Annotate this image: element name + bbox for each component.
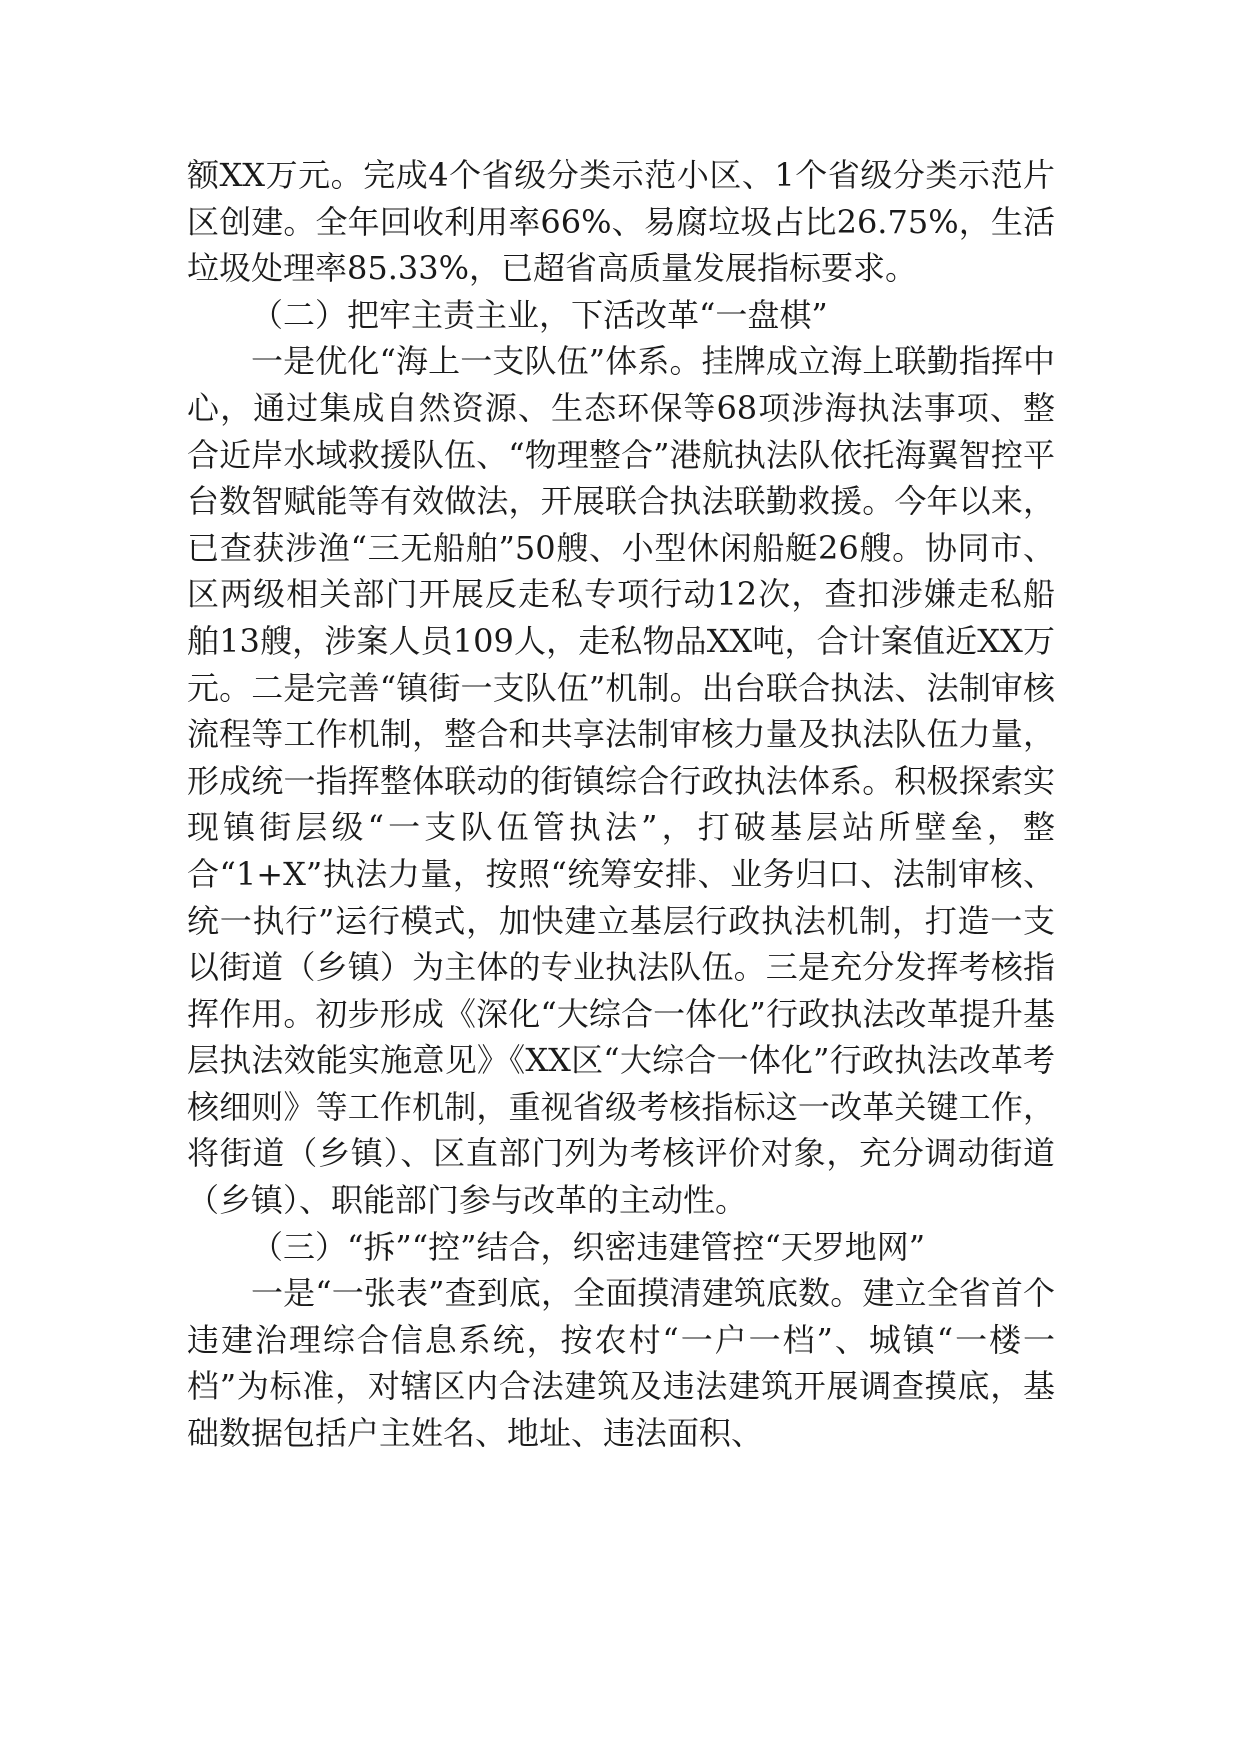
paragraph-enforcement-reform: 一是优化“海上一支队伍”体系。挂牌成立海上联勤指挥中心，通过集成自然资源、生态环保等68项涉海执法事项、整合近岸水域救援队伍、“物理整合”港航执法队依托海翼智控平台数智赋能等有效做法，开展联合执法联勤救援。今年以来，已查获涉渔“三无船舶”50艘、小型休闲船艇26艘。协同市、区两级相关部门开展反走私专项行动12次，查扣涉嫌走私船舶13艘，涉案人员109人，走私物品XX吨，合计案值近XX万元。二是完善“镇街一支队伍”机制。出台联合执法、法制审核流程等工作机制，整合和共享法制审核力量及执法队伍力量，形成统一指挥整体联动的街镇综合行政执法体系。积极探索实现镇街层级“一支队伍管执法”，打破基层站所壁垒，整合“1+X”执法力量，按照“统筹安排、业务归口、法制审核、统一执行”运行模式，加快建立基层行政执法机制，打造一支以街道（乡镇）为主体的专业执法队伍。三是充分发挥考核指挥作用。初步形成《深化“大综合一体化”行政执法改革提升基层执法效能实施意见》《XX区“大综合一体化”行政执法改革考核细则》等工作机制，重视省级考核指标这一改革关键工作，将街道（乡镇）、区直部门列为考核评价对象，充分调动街道（乡镇）、职能部门参与改革的主动性。 [187,342,1055,1220]
paragraph-waste-sorting-results: 额XX万元。完成4个省级分类示范小区、1个省级分类示范片区创建。全年回收利用率66%、易腐垃圾占比26.75%，生活垃圾处理率85.33%，已超省高质量发展指标要求。 [187,156,1055,288]
section-heading-3: （三）“拆”“控”结合，织密违建管控“天罗地网” [251,1227,926,1266]
document-body [187,152,1055,1457]
paragraph-illegal-construction-survey: 一是“一张表”查到底，全面摸清建筑底数。建立全省首个违建治理综合信息系统，按农村“一户一档”、城镇“一楼一档”为标准，对辖区内合法建筑及违法建筑开展调查摸底，基础数据包括户主姓名、地址、违法面积、 [187,1274,1055,1453]
section-heading-2: （二）把牢主责主业，下活改革“一盘棋” [251,295,828,334]
